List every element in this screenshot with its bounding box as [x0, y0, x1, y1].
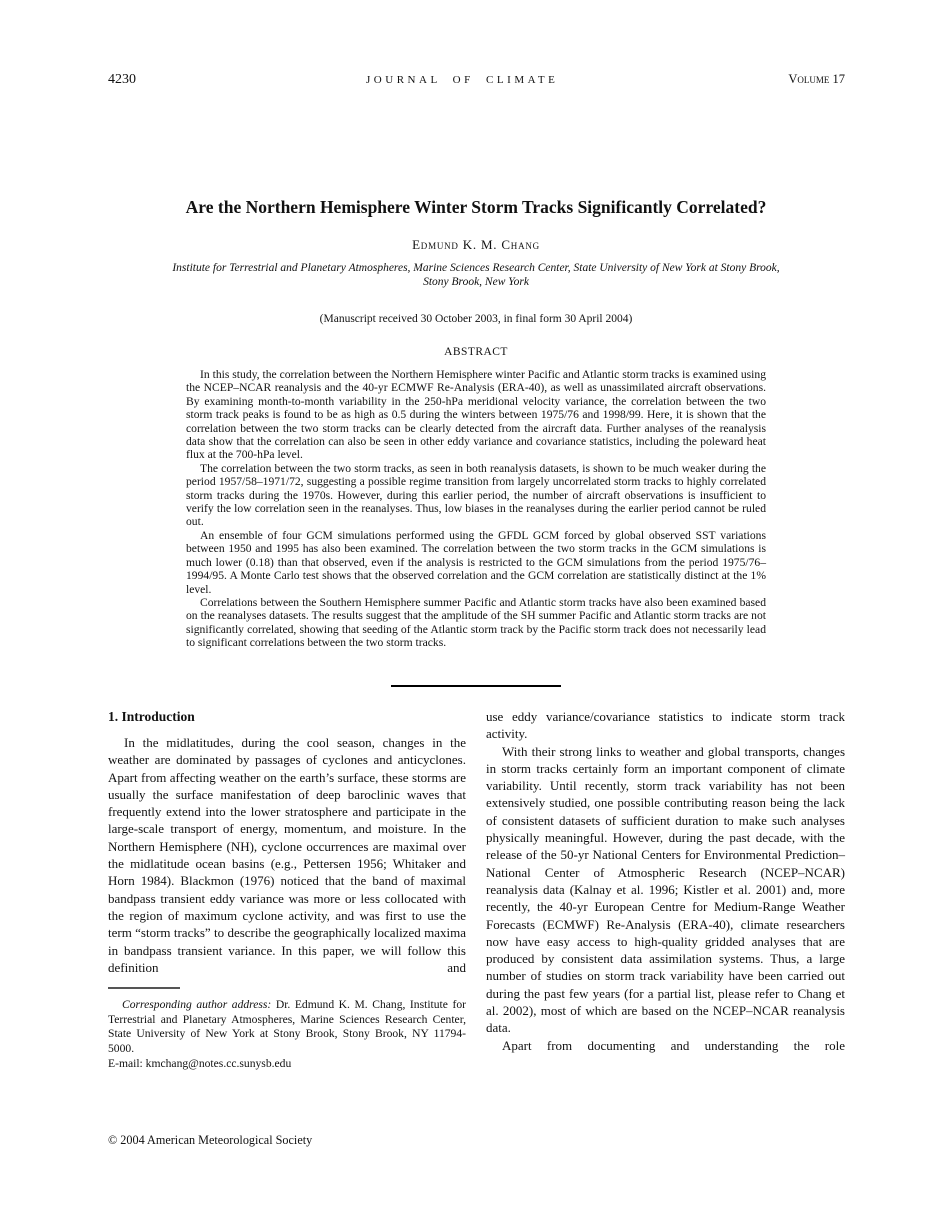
footnote — [108, 987, 466, 1071]
volume-label: Volume 17 — [788, 72, 845, 86]
footnote-rule — [108, 987, 180, 989]
body-paragraph-apart: Apart from documenting and understanding the role — [502, 1037, 845, 1053]
manuscript-note: (Manuscript received 30 October 2003, in final form 30 April 2004) — [319, 313, 633, 325]
left-column — [108, 708, 466, 1071]
affiliation-line2: Stony Brook, New York — [423, 276, 529, 288]
body-paragraph-continuation: use eddy variance/covariance statistics to indicate storm track activity. — [486, 709, 845, 742]
footnote-email: E-mail: kmchang@notes.cc.sunysb.edu — [108, 1056, 292, 1070]
abstract-heading: ABSTRACT — [444, 346, 508, 358]
body-paragraph-storm-tracks: With their strong links to weather and global transports, changes in storm tracks certainly form an important component of climate variability. Until recently, storm track variability has not been extensively studied, one possible contributing reason being the lack of consistent datasets of sufficient duration to make such analyses physically meaningful. However, during the past decade, with the release of the 50-yr National Centers for Environmental Prediction–National Center of Atmospheric Research (NCEP–NCAR) reanalysis data (Kalnay et al. 1996; Kistler et al. 2001) and, more recently, the 40-yr European Centre for Medium-Range Weather Forecasts (ECMWF) Re-Analysis (ERA-40), climate researchers now have easy access to high-quality gridded analyses that are produced by consistent data assimilation systems. Thus, a large number of studies on storm track variability have been carried out during the past few years (for a partial list, please refer to Chang et al. 2002), most of which are based on the NCEP–NCAR reanalysis data. — [486, 743, 845, 1036]
footnote-address-text: Dr. Edmund K. M. Chang, Institute for Terrestrial and Planetary Atmospheres, Marine Sciences Research Center, State University of New York at Stony Brook, Stony Brook, NY 11794-5000. — [108, 998, 466, 1055]
page-number: 4230 — [108, 72, 136, 87]
right-column — [486, 708, 845, 1071]
abstract-paragraph-3: An ensemble of four GCM simulations performed using the GFDL GCM forced by global observed SST variations between 1950 and 1995 has also been examined. The correlation between the two storm tracks in the GCM simulations is much lower (0.18) than that observed, even if the analysis is restricted to the GCM simulations from the period 1975/76–1994/95. A Monte Carlo test shows that the observed correlation and the GCM correlation are statistically distinct at the 1% level. — [186, 528, 766, 596]
abstract-section — [186, 368, 766, 650]
section-heading-introduction: 1. Introduction — [108, 709, 195, 724]
abstract-paragraph-2: The correlation between the two storm tracks, as seen in both reanalysis datasets, is shown to be much weaker during the period 1957/58–1971/72, suggesting a possible regime transition from largely uncorrelated storm tracks to highly correlated storm tracks during the 1970s. However, during this earlier period, the number of aircraft observations is insufficient to verify the low correlation seen in the reanalyses. Thus, low biases in the reanalyses during the earlier period cannot be ruled out. — [186, 461, 766, 529]
author-name: Edmund K. M. Chang — [412, 237, 540, 252]
section-divider — [391, 685, 561, 687]
journal-title: JOURNAL OF CLIMATE — [365, 74, 559, 86]
abstract-paragraph-4: Correlations between the Southern Hemisphere summer Pacific and Atlantic storm tracks have also been examined based on the reanalyses datasets. The results suggest that the amplitude of the SH summer Pacific and Atlantic storm tracks are not significantly correlated, showing that seeding of the Atlantic storm track by the Pacific storm track does not necessarily lead to significant correlations between the two storm tracks. — [186, 595, 766, 650]
affiliation — [96, 261, 856, 289]
running-header — [108, 72, 845, 88]
affiliation-line1: Institute for Terrestrial and Planetary Atmospheres, Marine Sciences Research Center, State University of New York at Stony Brook, — [172, 262, 780, 274]
footnote-address — [108, 998, 466, 1056]
article-title: Are the Northern Hemisphere Winter Storm Tracks Significantly Correlated? — [185, 197, 767, 217]
body-columns — [108, 708, 845, 1071]
footnote-address-label: Corresponding author address: — [122, 998, 272, 1012]
body-paragraph-intro: In the midlatitudes, during the cool season, changes in the weather are dominated by passages of cyclones and anticyclones. Apart from affecting weather on the earth’s surface, these storms are usually the surface manifestation of deep baroclinic waves that frequently extend into the lower stratosphere and participate in the large-scale transport of energy, momentum, and moisture. In the Northern Hemisphere (NH), cyclone occurrences are maximal over the midlatitude ocean basins (e.g., Pettersen 1956; Whitaker and Horn 1984). Blackmon (1976) noticed that the band of maximal bandpass transient eddy variance was more or less collocated with the region of maximum cyclone activity, and was first to use the term “storm tracks” to describe the geographically localized maxima in bandpass transient variance. In this paper, we will follow this definition and — [108, 735, 466, 975]
copyright-line: © 2004 American Meteorological Society — [108, 1133, 313, 1147]
abstract-paragraph-1: In this study, the correlation between the Northern Hemisphere winter Pacific and Atlantic storm tracks is examined using the NCEP–NCAR reanalysis and the 40-yr ECMWF Re-Analysis (ERA-40), as well as unassimilated aircraft observations. By examining month-to-month variability in the 250-hPa meridional velocity variance, the correlation between the two storm track peaks is found to be as high as 0.5 during the winters between 1975/76 and 1998/99. Here, it is shown that the correlation between the two storm tracks can be clearly detected from the aircraft data. Further analyses of the reanalysis data show that the correlation can also be seen in other eddy variance and covariance statistics, including the poleward heat flux at the 700-hPa level. — [186, 368, 766, 462]
